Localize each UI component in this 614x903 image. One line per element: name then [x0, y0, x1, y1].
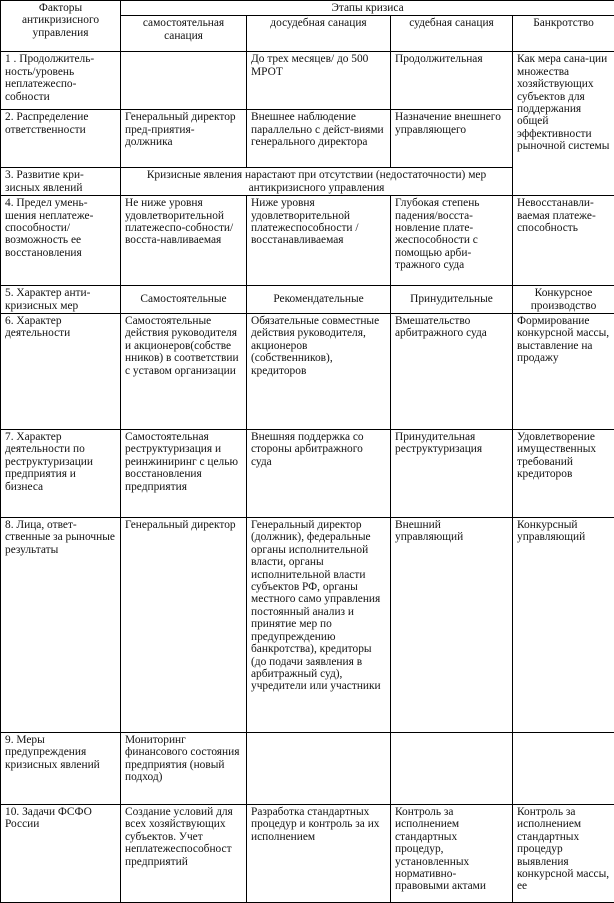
cell [121, 52, 247, 110]
cell: Мониторинг финансового состояния предприятия (новый подход) [121, 733, 247, 805]
cell: Рекомендательные [247, 286, 391, 314]
cell: Формирование конкурсной массы, выставление на продажу [513, 314, 614, 430]
cell: Разработка стандартных процедур и контроль за их исполнением [247, 805, 391, 903]
cell: Конкурсное производство [513, 286, 614, 314]
cell: Внешний управляющий [391, 518, 513, 733]
cell: Глубокая степень падения/восста-новление плате-жеспособности с помощью арби-тражного суда [391, 196, 513, 286]
cell: Контроль за исполнением стандартных процедур выявления конкурсной массы, ее [513, 805, 614, 903]
header-factors: Факторы антикризисного управления [1, 1, 121, 52]
table-row [1, 430, 614, 518]
spanning-cell: Кризисные явления нарастают при отсутствии (недостаточности) мер антикризисного управления [121, 168, 513, 196]
cell: Конкурсный управляющий [513, 518, 614, 733]
factor-cell: 7. Характер деятельности по реструктуризации предприятия и бизнеса [1, 430, 121, 518]
cell: Самостоятельная реструктуризация и реинжиниринг с целью восстановления предприятия [121, 430, 247, 518]
cell: Генеральный директор (должник), федеральные органы исполнительной власти, органы исполнительной власти субъектов РФ, органы местного само управления постоянный анализ и принятие мер по предупреждению банкротства), кредиторы (до подачи заявления в арбитражный суд), учредители или участники [247, 518, 391, 733]
cell [513, 733, 614, 805]
cell: Назначение внешнего управляющего [391, 110, 513, 168]
factor-cell: 2. Распределение ответственности [1, 110, 121, 168]
cell: Ниже уровня удовлетворительной платежеспособности / восстанавливаемая [247, 196, 391, 286]
cell: Контроль за исполнением стандартных процедур, установленных нормативно-правовыми актами [391, 805, 513, 903]
table-row [1, 196, 614, 286]
table-row [1, 52, 614, 110]
header-col-bankruptcy: Банкротство [513, 16, 614, 52]
cell: Генеральный директор [121, 518, 247, 733]
factor-cell: 8. Лица, ответ-ственные за рыночные результаты [1, 518, 121, 733]
cell: Самостоятельные [121, 286, 247, 314]
cell: Вмешательство арбитражного суда [391, 314, 513, 430]
cell: Как мера сана-ции множества хозяйствующих субъектов для поддержания общей эффективности рыночной системы [513, 52, 614, 196]
factor-cell: 4. Предел умень-шения неплатеже-способности/ возможность ее восстановления [1, 196, 121, 286]
cell: Внешняя поддержка со стороны арбитражного суда [247, 430, 391, 518]
table-row [1, 314, 614, 430]
header-col-judicial-sanation: судебная санация [391, 16, 513, 52]
cell: Принудительная реструктуризация [391, 430, 513, 518]
factor-cell: 1 . Продолжитель-ность/уровень неплатежеспо-собности [1, 52, 121, 110]
table-row [1, 805, 614, 903]
cell: Удовлетворение имущественных требований кредиторов [513, 430, 614, 518]
header-stages: Этапы кризиса [121, 1, 614, 16]
cell [391, 733, 513, 805]
factor-cell: 9. Меры предупреждения кризисных явлений [1, 733, 121, 805]
cell: Не ниже уровня удовлетворительной платежеспо-собности/восста-навливаемая [121, 196, 247, 286]
cell: Создание условий для всех хозяйствующих субъектов. Учет неплатежеспособност предприятий [121, 805, 247, 903]
table-row [1, 733, 614, 805]
cell: Внешнее наблюдение параллельно с дейст-виями генерального директора [247, 110, 391, 168]
cell: Продолжительная [391, 52, 513, 110]
header-col-self-sanation: самостоятельная санация [121, 16, 247, 52]
cell: Обязательные совместные действия руководителя, акционеров (собственников), кредиторов [247, 314, 391, 430]
cell [247, 733, 391, 805]
cell: Невосстанавли-ваемая платеже-способность [513, 196, 614, 286]
table-row [1, 286, 614, 314]
factor-cell: 10. Задачи ФСФО России [1, 805, 121, 903]
cell: Принудительные [391, 286, 513, 314]
header-col-pretrial-sanation: досудебная санация [247, 16, 391, 52]
cell: До трех месяцев/ до 500 МРОТ [247, 52, 391, 110]
cell: Генеральный директор пред-приятия-должника [121, 110, 247, 168]
cell: Самостоятельные действия руководителя и акционеров(собстве нников) в соответствии с уставом организации [121, 314, 247, 430]
table-row [1, 518, 614, 733]
factor-cell: 5. Характер анти-кризисных мер [1, 286, 121, 314]
factor-cell: 6. Характер деятельности [1, 314, 121, 430]
factor-cell: 3. Развитие кри-зисных явлений [1, 168, 121, 196]
